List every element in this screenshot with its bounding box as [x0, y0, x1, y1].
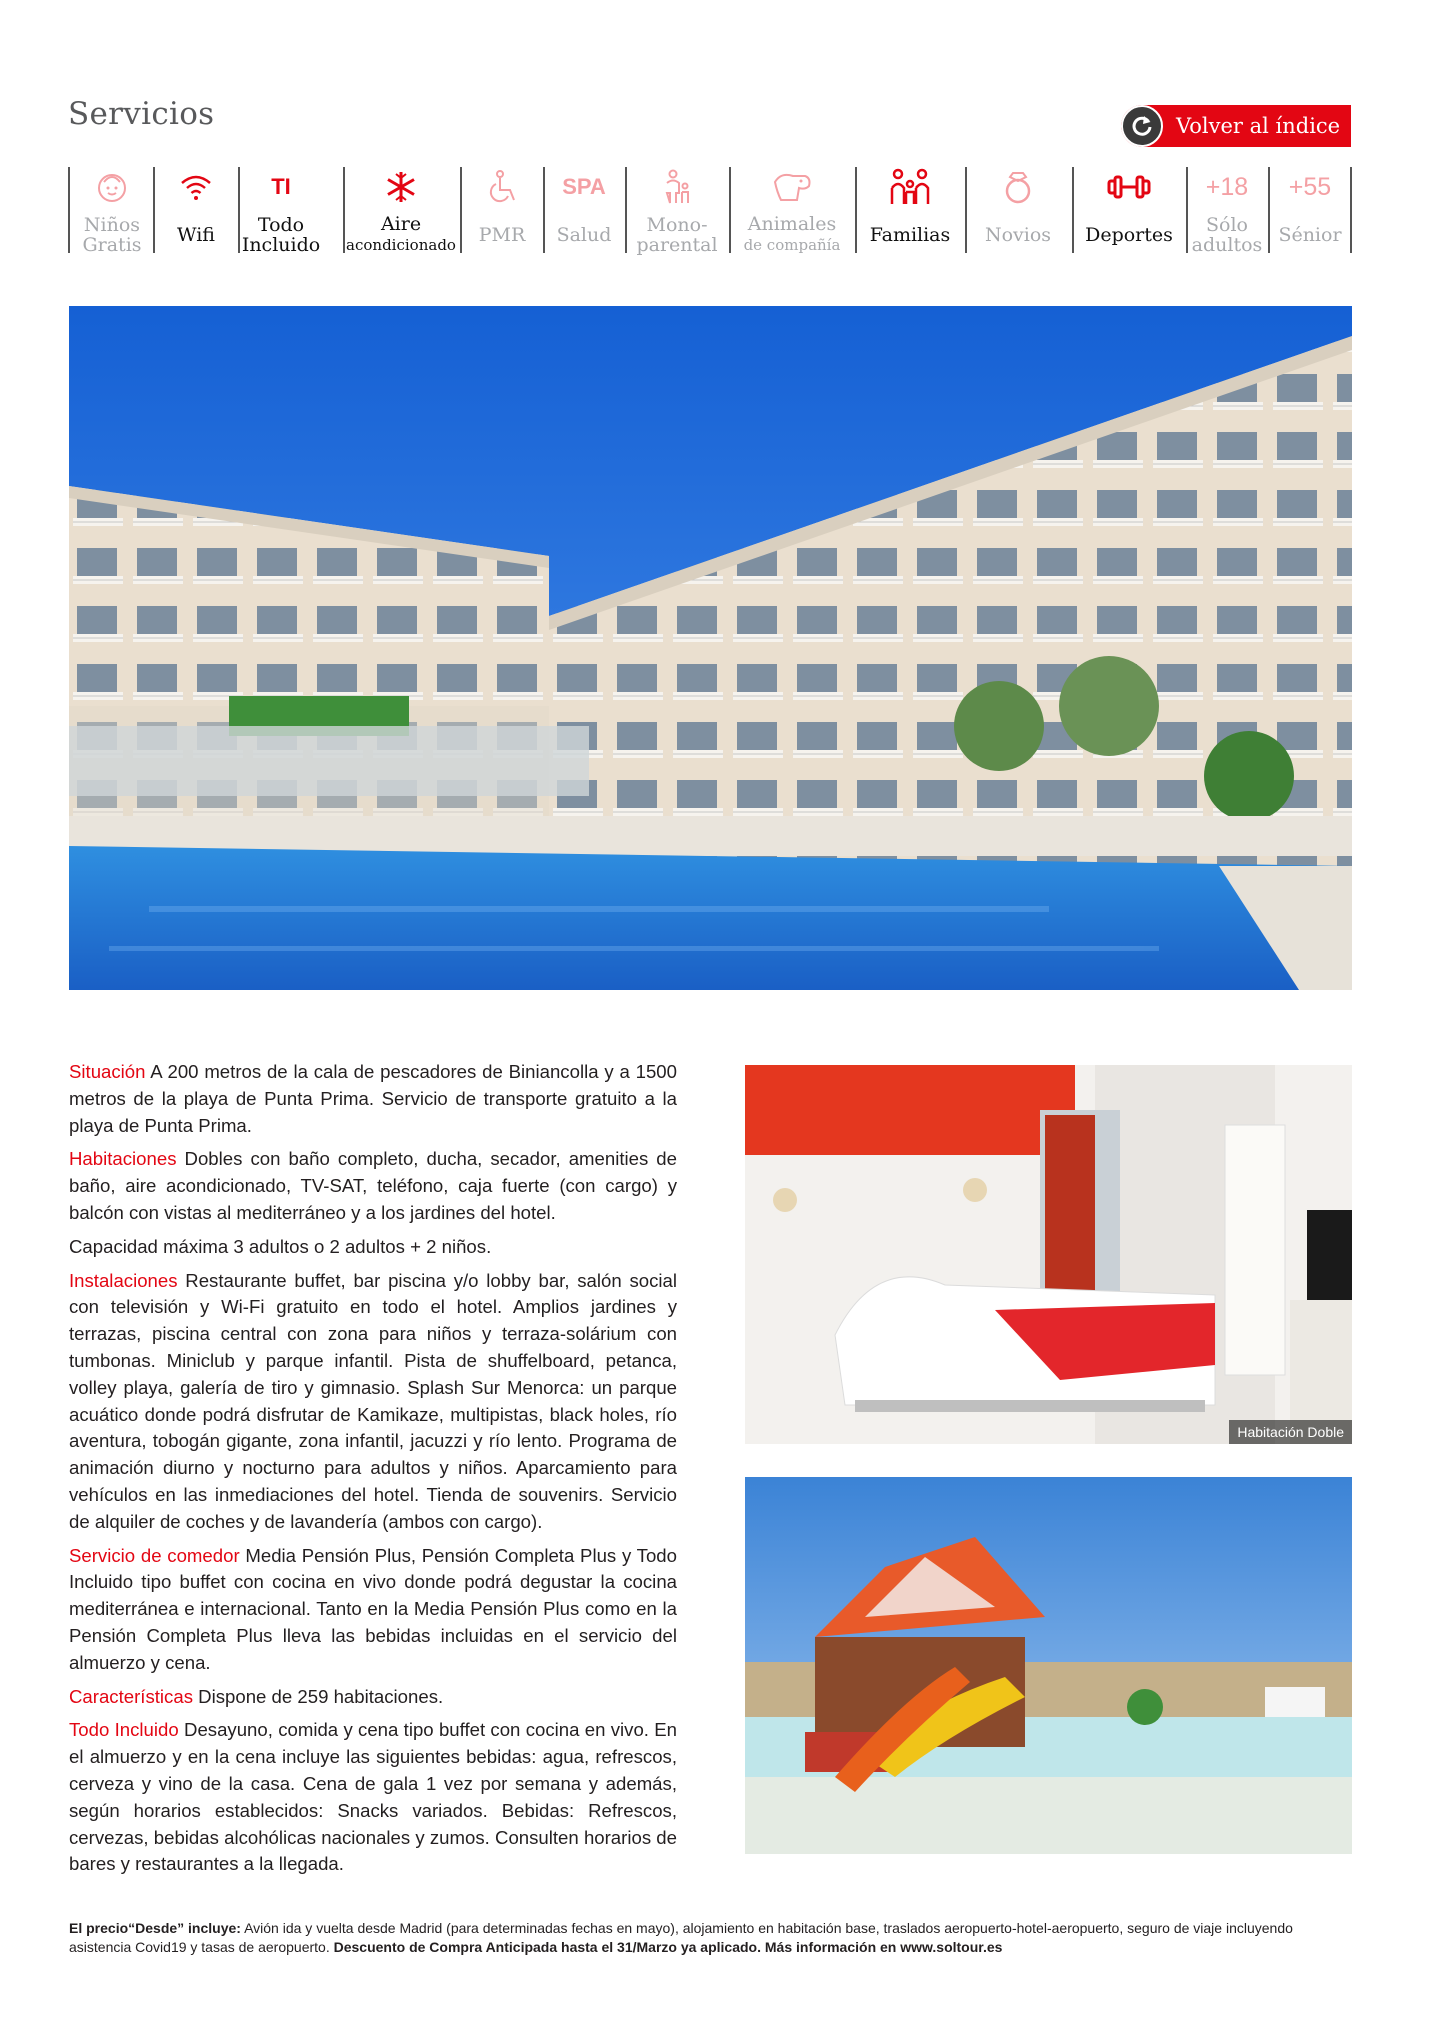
service-label-line2: adultos [1191, 234, 1263, 256]
page-title: Servicios [68, 96, 215, 132]
habitaciones-paragraph [69, 1146, 677, 1226]
service-label-line2: Incluido [241, 234, 321, 256]
caracteristicas-paragraph [69, 1684, 677, 1711]
divider [460, 167, 462, 253]
price-includes-text: Avión ida y vuelta desde Madrid (para determinadas fechas en mayo), alojamiento en habitación base, traslados aeropuerto-hotel-aeropuerto, seguro de viaje incluyendo asistencia Covid19 y tasas de aeropuerto. [69, 1920, 1293, 1955]
back-to-index-label: Volver al índice [1176, 114, 1341, 138]
service-label-line2: de compañía [743, 236, 841, 254]
service-label-line1: Aire [380, 213, 422, 235]
service-pmr [463, 165, 541, 255]
service-label-line1: Wifi [177, 224, 215, 246]
ti-icon-text: TI [271, 174, 291, 199]
room-caption: Habitación Doble [1229, 1420, 1352, 1444]
divider [1350, 167, 1352, 253]
ring-icon [988, 165, 1048, 209]
service-label-line1: Sólo [1206, 214, 1248, 236]
service-aire-acondicionado [345, 165, 457, 255]
comedor-label: Servicio de comedor [69, 1544, 240, 1566]
service-senior [1271, 165, 1349, 255]
plus18-icon-text: +18 [1205, 172, 1249, 201]
service-label-line1: PMR [478, 224, 526, 246]
situacion-paragraph [69, 1059, 677, 1139]
service-deportes [1075, 165, 1183, 255]
divider [1268, 167, 1270, 253]
comedor-text: Media Pensión Plus, Pensión Completa Plus y Todo Incluido tipo buffet con cocina en vivo donde podrá degustar la cocina mediterránea e internacional. Tanto en la Media Pensión Plus como en la Pensión Completa Plus lleva las bebidas incluidas en el servicio del almuerzo y cena. [69, 1544, 677, 1673]
todo-incluido-label: Todo Incluido [69, 1719, 179, 1741]
habitaciones-label: Habitaciones [69, 1148, 177, 1170]
price-footnote [69, 1919, 1353, 1957]
service-novios [968, 165, 1068, 255]
service-label-line1: Deportes [1085, 224, 1173, 246]
dog-icon [762, 165, 822, 209]
services-strip [68, 165, 1352, 255]
service-label-line1: Familias [869, 224, 951, 246]
spa-icon [554, 165, 614, 209]
service-label-line1: Sénior [1278, 224, 1342, 246]
wifi-icon [166, 165, 226, 209]
ti-icon [251, 165, 311, 209]
divider [238, 167, 240, 253]
dumbbell-icon [1099, 165, 1159, 209]
hotel-pool-photo [69, 306, 1352, 990]
service-label-line1: Niños [83, 214, 141, 236]
divider [965, 167, 967, 253]
service-label-line1: Novios [984, 224, 1052, 246]
refresh-arrow-icon [1121, 105, 1163, 147]
back-to-index-button[interactable] [1121, 105, 1351, 147]
instalaciones-label: Instalaciones [69, 1269, 178, 1291]
service-solo-adultos [1189, 165, 1265, 255]
todo-incluido-paragraph [69, 1717, 677, 1878]
capacidad-paragraph: Capacidad máxima 3 adultos o 2 adultos + 2 niños. [69, 1235, 492, 1257]
divider [729, 167, 731, 253]
todo-incluido-text: Desayuno, comida y cena tipo buffet con cocina en vivo. En el almuerzo y en la cena incluye las siguientes bebidas: agua, refrescos, cerveza y vino de la casa. Cena de gala 1 vez por semana y además, según horarios establecidos: Snacks variados. Bebidas: Refrescos, cervezas, bebidas alcohólicas nacionales y zumos. Consulten horarios de bares y restaurantes a la llegada. [69, 1719, 677, 1875]
divider [855, 167, 857, 253]
service-label-line2: acondicionado [346, 236, 456, 254]
plus55-icon [1280, 165, 1340, 209]
habitaciones-text: Dobles con baño completo, ducha, secador, amenities de baño, aire acondicionado, TV-SAT, teléfono, caja fuerte (con cargo) y balcón con vistas al mediterráneo y a los jardines del hotel. [69, 1148, 677, 1223]
single-parent-icon [647, 165, 707, 209]
caracteristicas-label: Características [69, 1685, 193, 1707]
double-room-photo [745, 1065, 1352, 1444]
family-icon [880, 165, 940, 209]
service-label-line2: parental [636, 234, 718, 256]
spa-icon-text: SPA [562, 174, 606, 199]
divider [1186, 167, 1188, 253]
service-monoparental [628, 165, 726, 255]
comedor-paragraph [69, 1543, 677, 1677]
water-park-photo [745, 1477, 1352, 1854]
service-label-line1: Salud [556, 224, 612, 246]
service-wifi [156, 165, 236, 255]
wheelchair-icon [472, 165, 532, 209]
service-label-line1: Mono- [646, 214, 708, 236]
service-ninos-gratis [73, 165, 151, 255]
price-includes-label: El precio“Desde” incluye: [69, 1920, 241, 1936]
service-label-line1: Animales [747, 213, 837, 235]
snowflake-icon [371, 165, 431, 209]
discount-text: Descuento de Compra Anticipada hasta el 31/Marzo ya aplicado. Más información en www.soltour.es [333, 1939, 1003, 1955]
situacion-label: Situación [69, 1061, 146, 1082]
caracteristicas-text: Dispone de 259 habitaciones. [193, 1685, 444, 1707]
service-salud [545, 165, 623, 255]
service-familias [858, 165, 962, 255]
service-animales [732, 165, 852, 255]
instalaciones-text: Restaurante buffet, bar piscina y/o lobby bar, salón social con televisión y Wi-Fi gratuito en todo el hotel. Amplios jardines y terrazas, piscina central con zona para niños y terraza-solárium con tumbonas. Miniclub y parque infantil. Pista de shuffelboard, petanca, volley playa, galería de tiro y gimnasio. Splash Sur Menorca: un parque acuático donde podrá disfrutar de Kamikaze, multipistas, black holes, río aventura, tobogán gigante, zona infantil, jacuzzi y río lento. Programa de animación diurno y nocturno para adultos y niños. Aparcamiento para vehículos en las inmediaciones del hotel. Tienda de souvenirs. Servicio de alquiler de coches y de lavandería (ambos con cargo). [69, 1269, 677, 1532]
hotel-description [69, 1059, 677, 1885]
divider [68, 167, 70, 253]
divider [153, 167, 155, 253]
situacion-text: A 200 metros de la cala de pescadores de Biniancolla y a 1500 metros de la playa de Punta Prima. Servicio de transporte gratuito a la playa de Punta Prima. [69, 1061, 677, 1136]
divider [625, 167, 627, 253]
instalaciones-paragraph [69, 1268, 677, 1536]
service-todo-incluido [241, 165, 321, 255]
service-label-line2: Gratis [82, 234, 142, 256]
plus18-icon [1197, 165, 1257, 209]
plus55-icon-text: +55 [1288, 172, 1332, 201]
child-face-icon [82, 165, 142, 209]
service-label-line1: Todo [257, 214, 305, 236]
divider [1072, 167, 1074, 253]
